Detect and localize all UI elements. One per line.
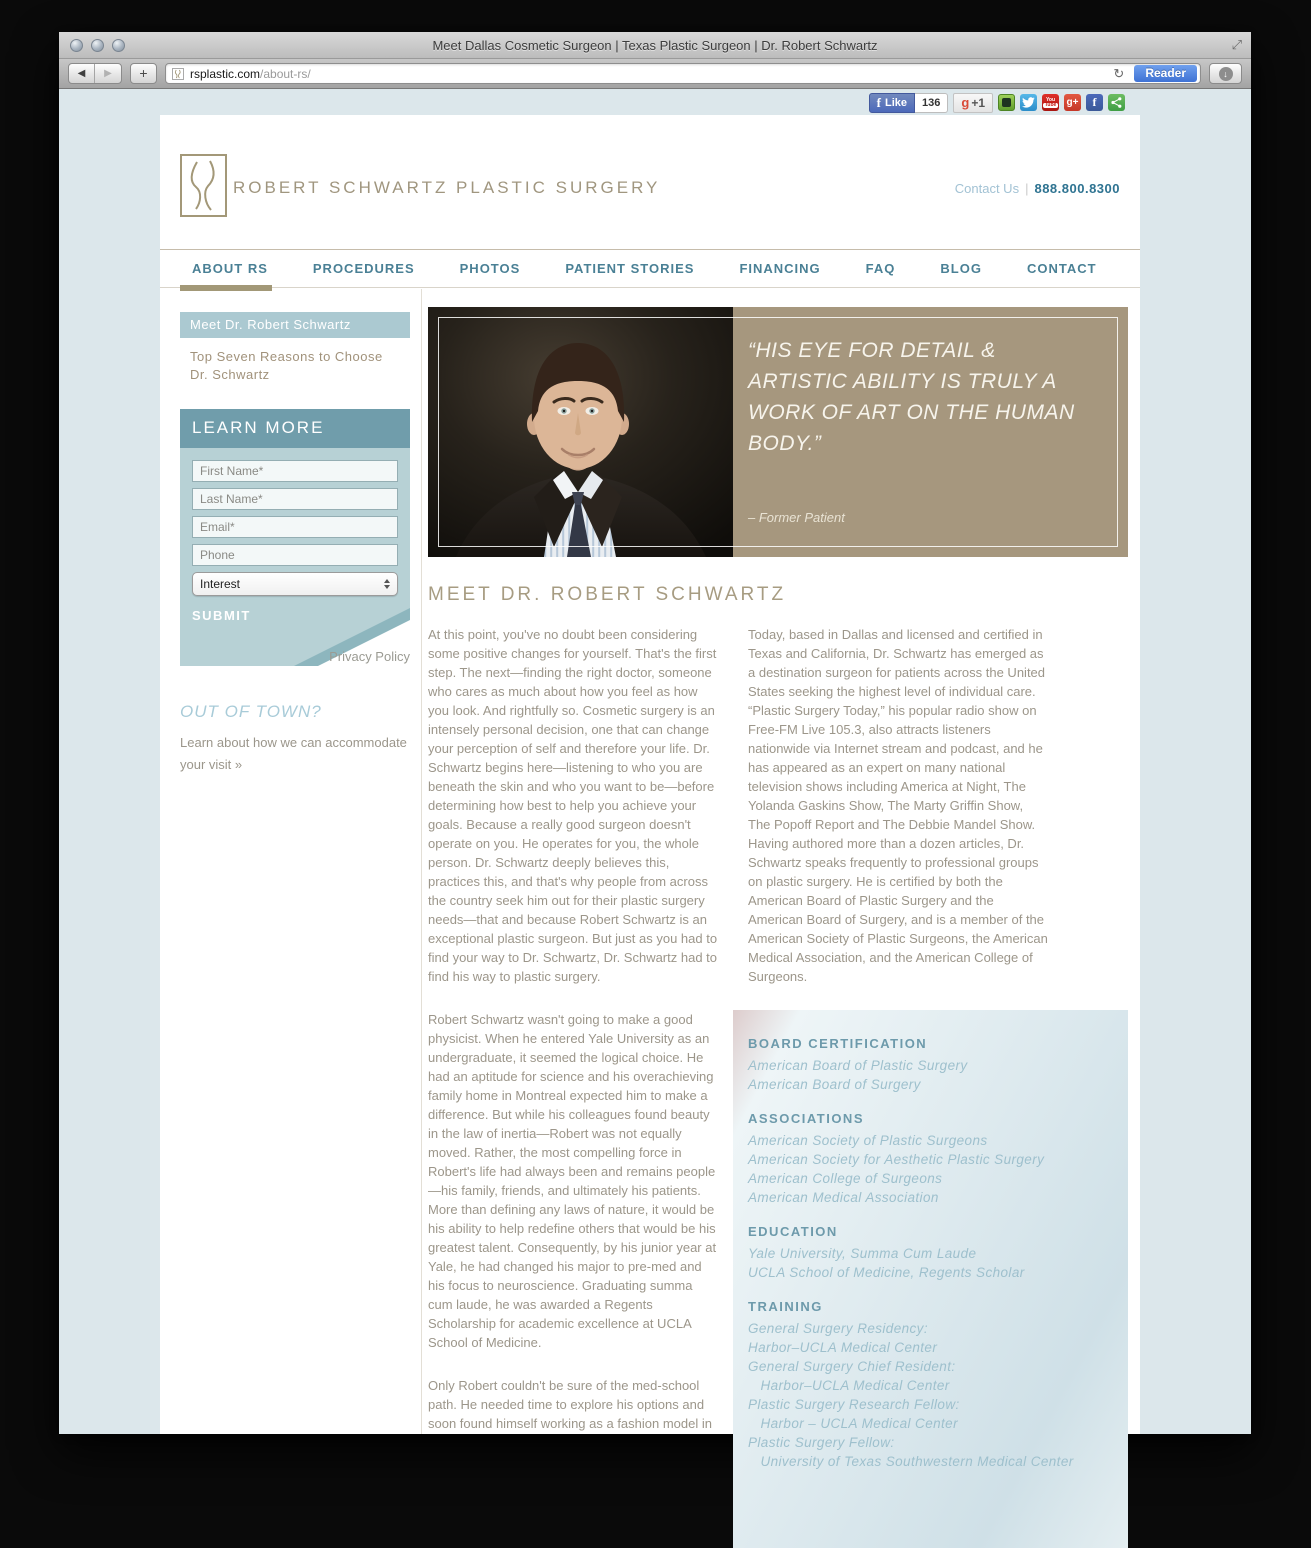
credential-item: Harbor–UCLA Medical Center (748, 1340, 938, 1355)
nav-item-about-rs[interactable]: ABOUT RS (192, 261, 268, 276)
facebook-like-button[interactable] (869, 93, 949, 113)
credential-item: American Board of Plastic Surgery (748, 1058, 968, 1073)
google-plus-icon[interactable]: g+ (1064, 94, 1081, 111)
email-field[interactable] (192, 516, 398, 538)
credential-item: Harbor – UCLA Medical Center (748, 1416, 958, 1431)
last-name-field[interactable] (192, 488, 398, 510)
sidebar-item-meet-dr-schwartz[interactable]: Meet Dr. Robert Schwartz (180, 312, 410, 338)
credentials-box (733, 1010, 1128, 1548)
credential-section-title: EDUCATION (748, 1224, 838, 1239)
doctor-portrait-photo (428, 307, 733, 557)
site-favicon-icon (172, 68, 184, 80)
window-controls (70, 39, 125, 52)
phone-number: 888.800.8300 (1034, 181, 1120, 196)
credential-item: Plastic Surgery Fellow: (748, 1435, 895, 1450)
google-g-icon: g (961, 95, 970, 110)
url-text[interactable] (190, 67, 1103, 81)
site-header (160, 115, 1140, 249)
paragraph: Only Robert couldn't be sure of the med-school path. He needed time to explore his options and soon found himself working as a fashion model in (428, 1378, 712, 1431)
history-buttons (68, 63, 122, 84)
article-column-2 (748, 625, 1143, 1548)
url-path: /about-rs/ (260, 66, 311, 81)
like-count: 136 (915, 93, 948, 113)
like-label: Like (884, 96, 907, 109)
sidebar-item-top-seven-reasons[interactable]: Top Seven Reasons to Choose Dr. Schwartz (190, 349, 383, 382)
zoom-window-icon[interactable] (112, 39, 125, 52)
credential-item: General Surgery Chief Resident: (748, 1359, 956, 1374)
article-column-1 (428, 625, 720, 1548)
credential-section-title: TRAINING (748, 1299, 823, 1314)
active-nav-underline (180, 285, 272, 291)
browser-window (59, 32, 1251, 1469)
credential-section-title: ASSOCIATIONS (748, 1111, 864, 1126)
share-icon[interactable] (1108, 94, 1125, 111)
address-bar[interactable] (165, 63, 1201, 84)
sidebar (180, 312, 410, 776)
credential-item: University of Texas Southwestern Medical Center (748, 1454, 1074, 1469)
url-domain: rsplastic.com (190, 66, 261, 81)
new-tab-button[interactable]: + (130, 63, 157, 84)
credential-item: Plastic Surgery Research Fellow: (748, 1397, 960, 1412)
credential-item: American Medical Association (748, 1190, 939, 1205)
credential-item: Yale University, Summa Cum Laude (748, 1246, 977, 1261)
credential-section-training (748, 1299, 1108, 1471)
nav-item-patient-stories[interactable]: PATIENT STORIES (565, 261, 695, 276)
page-title: MEET DR. ROBERT SCHWARTZ (428, 584, 787, 605)
submit-button[interactable]: SUBMIT (192, 608, 251, 623)
paragraph: Today, based in Dallas and licensed and certified in Texas and California, Dr. Schwartz has emerged as a destination surgeon for patients across the United States seeking the highest level of individual care. “Plastic Surgery Today,” his popular radio show on Free-FM Live 105.3, also attracts listeners nationwide via Internet stream and podcast, and he has appeared as an expert on many national television shows including America at Night, The Yolanda Gaskins Show, The Marty Griffin Show, The Popoff Report and The Debbie Mandel Show. Having authored more than a dozen articles, Dr. Schwartz speaks frequently to professional groups on plastic surgery. He is certified by both the American Board of Plastic Surgery and the American Board of Surgery, and is a member of the American Society of Plastic Surgeons, the American Medical Association, and the American College of Surgeons. (748, 627, 1048, 984)
article-columns (428, 625, 1128, 1548)
credential-item: General Surgery Residency: (748, 1321, 928, 1336)
out-of-town-heading: OUT OF TOWN? (180, 702, 322, 721)
credential-item: American Board of Surgery (748, 1077, 921, 1092)
content-wrapper (160, 115, 1140, 1469)
green-app-icon[interactable] (998, 94, 1015, 111)
credential-section-associations (748, 1111, 1108, 1207)
browser-toolbar (59, 59, 1251, 89)
main-navigation (160, 249, 1140, 288)
credential-item: Harbor–UCLA Medical Center (748, 1378, 950, 1393)
quote-attribution: – Former Patient (748, 510, 845, 525)
forward-button[interactable]: ▶ (104, 68, 112, 79)
learn-more-box (180, 409, 410, 666)
fullscreen-icon[interactable]: ⤢ (1231, 37, 1242, 52)
nav-item-financing[interactable]: FINANCING (739, 261, 821, 276)
page-viewport (59, 90, 1251, 1469)
close-window-icon[interactable] (70, 39, 83, 52)
back-button[interactable]: ◀ (69, 64, 95, 83)
social-share-strip (869, 92, 1125, 113)
nav-item-blog[interactable]: BLOG (940, 261, 982, 276)
credential-section-title: BOARD CERTIFICATION (748, 1036, 928, 1051)
refresh-icon[interactable]: ↻ (1113, 65, 1125, 81)
contact-separator: | (1025, 181, 1029, 196)
interest-select[interactable] (192, 572, 398, 596)
youtube-icon[interactable]: You Tube (1042, 94, 1059, 111)
phone-field[interactable] (192, 544, 398, 566)
brand-logo-icon[interactable] (180, 154, 227, 217)
download-arrow-icon: ↓ (1219, 67, 1233, 81)
nav-item-faq[interactable]: FAQ (865, 261, 896, 276)
nav-item-procedures[interactable]: PROCEDURES (312, 261, 415, 276)
interest-select-value: Interest (200, 577, 241, 591)
minimize-window-icon[interactable] (91, 39, 104, 52)
credential-item: American Society for Aesthetic Plastic Surgery (748, 1152, 1045, 1167)
privacy-policy-link[interactable]: Privacy Policy (329, 649, 410, 664)
contact-us-link[interactable]: Contact Us (954, 181, 1020, 196)
credential-section-education (748, 1224, 1108, 1282)
facebook-f-icon: f (876, 94, 881, 110)
main-content (428, 307, 1128, 1469)
first-name-field[interactable] (192, 460, 398, 482)
title-bar[interactable] (59, 32, 1251, 59)
nav-item-contact[interactable]: CONTACT (1026, 261, 1097, 276)
column-divider (421, 289, 422, 1434)
learn-more-title: LEARN MORE (180, 409, 410, 448)
credential-section-board-certification (748, 1036, 1108, 1094)
google-plusone-button[interactable] (953, 93, 993, 113)
column-2-text (748, 625, 1143, 986)
hero-banner (428, 307, 1128, 557)
facebook-icon[interactable]: f (1086, 94, 1103, 111)
header-contact (955, 181, 1120, 196)
brand-name: ROBERT SCHWARTZ PLASTIC SURGERY (233, 178, 661, 197)
credential-item: American College of Surgeons (748, 1171, 943, 1186)
credential-item: American Society of Plastic Surgeons (748, 1133, 988, 1148)
out-of-town-link[interactable]: Learn about how we can accommodate your visit » (180, 735, 407, 772)
select-stepper-icon (384, 579, 390, 589)
nav-item-photos[interactable]: PHOTOS (459, 261, 521, 276)
plusone-label: +1 (971, 95, 985, 110)
reader-button[interactable]: Reader (1134, 65, 1197, 82)
credential-item: UCLA School of Medicine, Regents Scholar (748, 1265, 1025, 1280)
paragraph: Robert Schwartz wasn't going to make a good physicist. When he entered Yale University as an undergraduate, it seemed the logical choice. He had an aptitude for science and his overachieving family home in Montreal expected him to make a difference. But while his colleagues found beauty in the law of inertia—Robert was not equally moved. Rather, the most compelling force in Robert's life had always been and remains people—his family, friends, and ultimately his patients. More than defining any laws of nature, it would be his ability to help redefine others that would be his greatest talent. Consequently, by his junior year at Yale, he had changed his major to pre-med and his focus to neuroscience. Graduating summa cum laude, he was awarded a Regents Scholarship for academic excellence at UCLA School of Medicine. (428, 1012, 717, 1350)
downloads-button[interactable] (1209, 63, 1242, 84)
learn-more-form (180, 448, 410, 666)
window-title: Meet Dallas Cosmetic Surgeon | Texas Plastic Surgeon | Dr. Robert Schwartz (432, 37, 878, 53)
twitter-icon[interactable] (1020, 94, 1037, 111)
patient-quote: “HIS EYE FOR DETAIL & ARTISTIC ABILITY IS TRULY A WORK OF ART ON THE HUMAN BODY.” (748, 339, 1075, 455)
paragraph: At this point, you've no doubt been considering some positive changes for yourself. That's the first step. The next—finding the right doctor, someone who cares as much about how you feel as how you look. And rightfully so. Cosmetic surgery is an intensely personal decision, one that can change your perception of self and therefore your life. Dr. Schwartz begins here—listening to who you are beneath the skin and who you want to be—before determining how best to help you achieve your goals. Because a really good surgeon doesn't operate on you. He operates for you, the whole person. Dr. Schwartz deeply believes this, practices this, and that's why people from across the country seek him out for their plastic surgery needs—that and because Robert Schwartz is an exceptional plastic surgeon. But just as you had to find your way to Dr. Schwartz, Dr. Schwartz had to find his way to plastic surgery. (428, 627, 718, 984)
